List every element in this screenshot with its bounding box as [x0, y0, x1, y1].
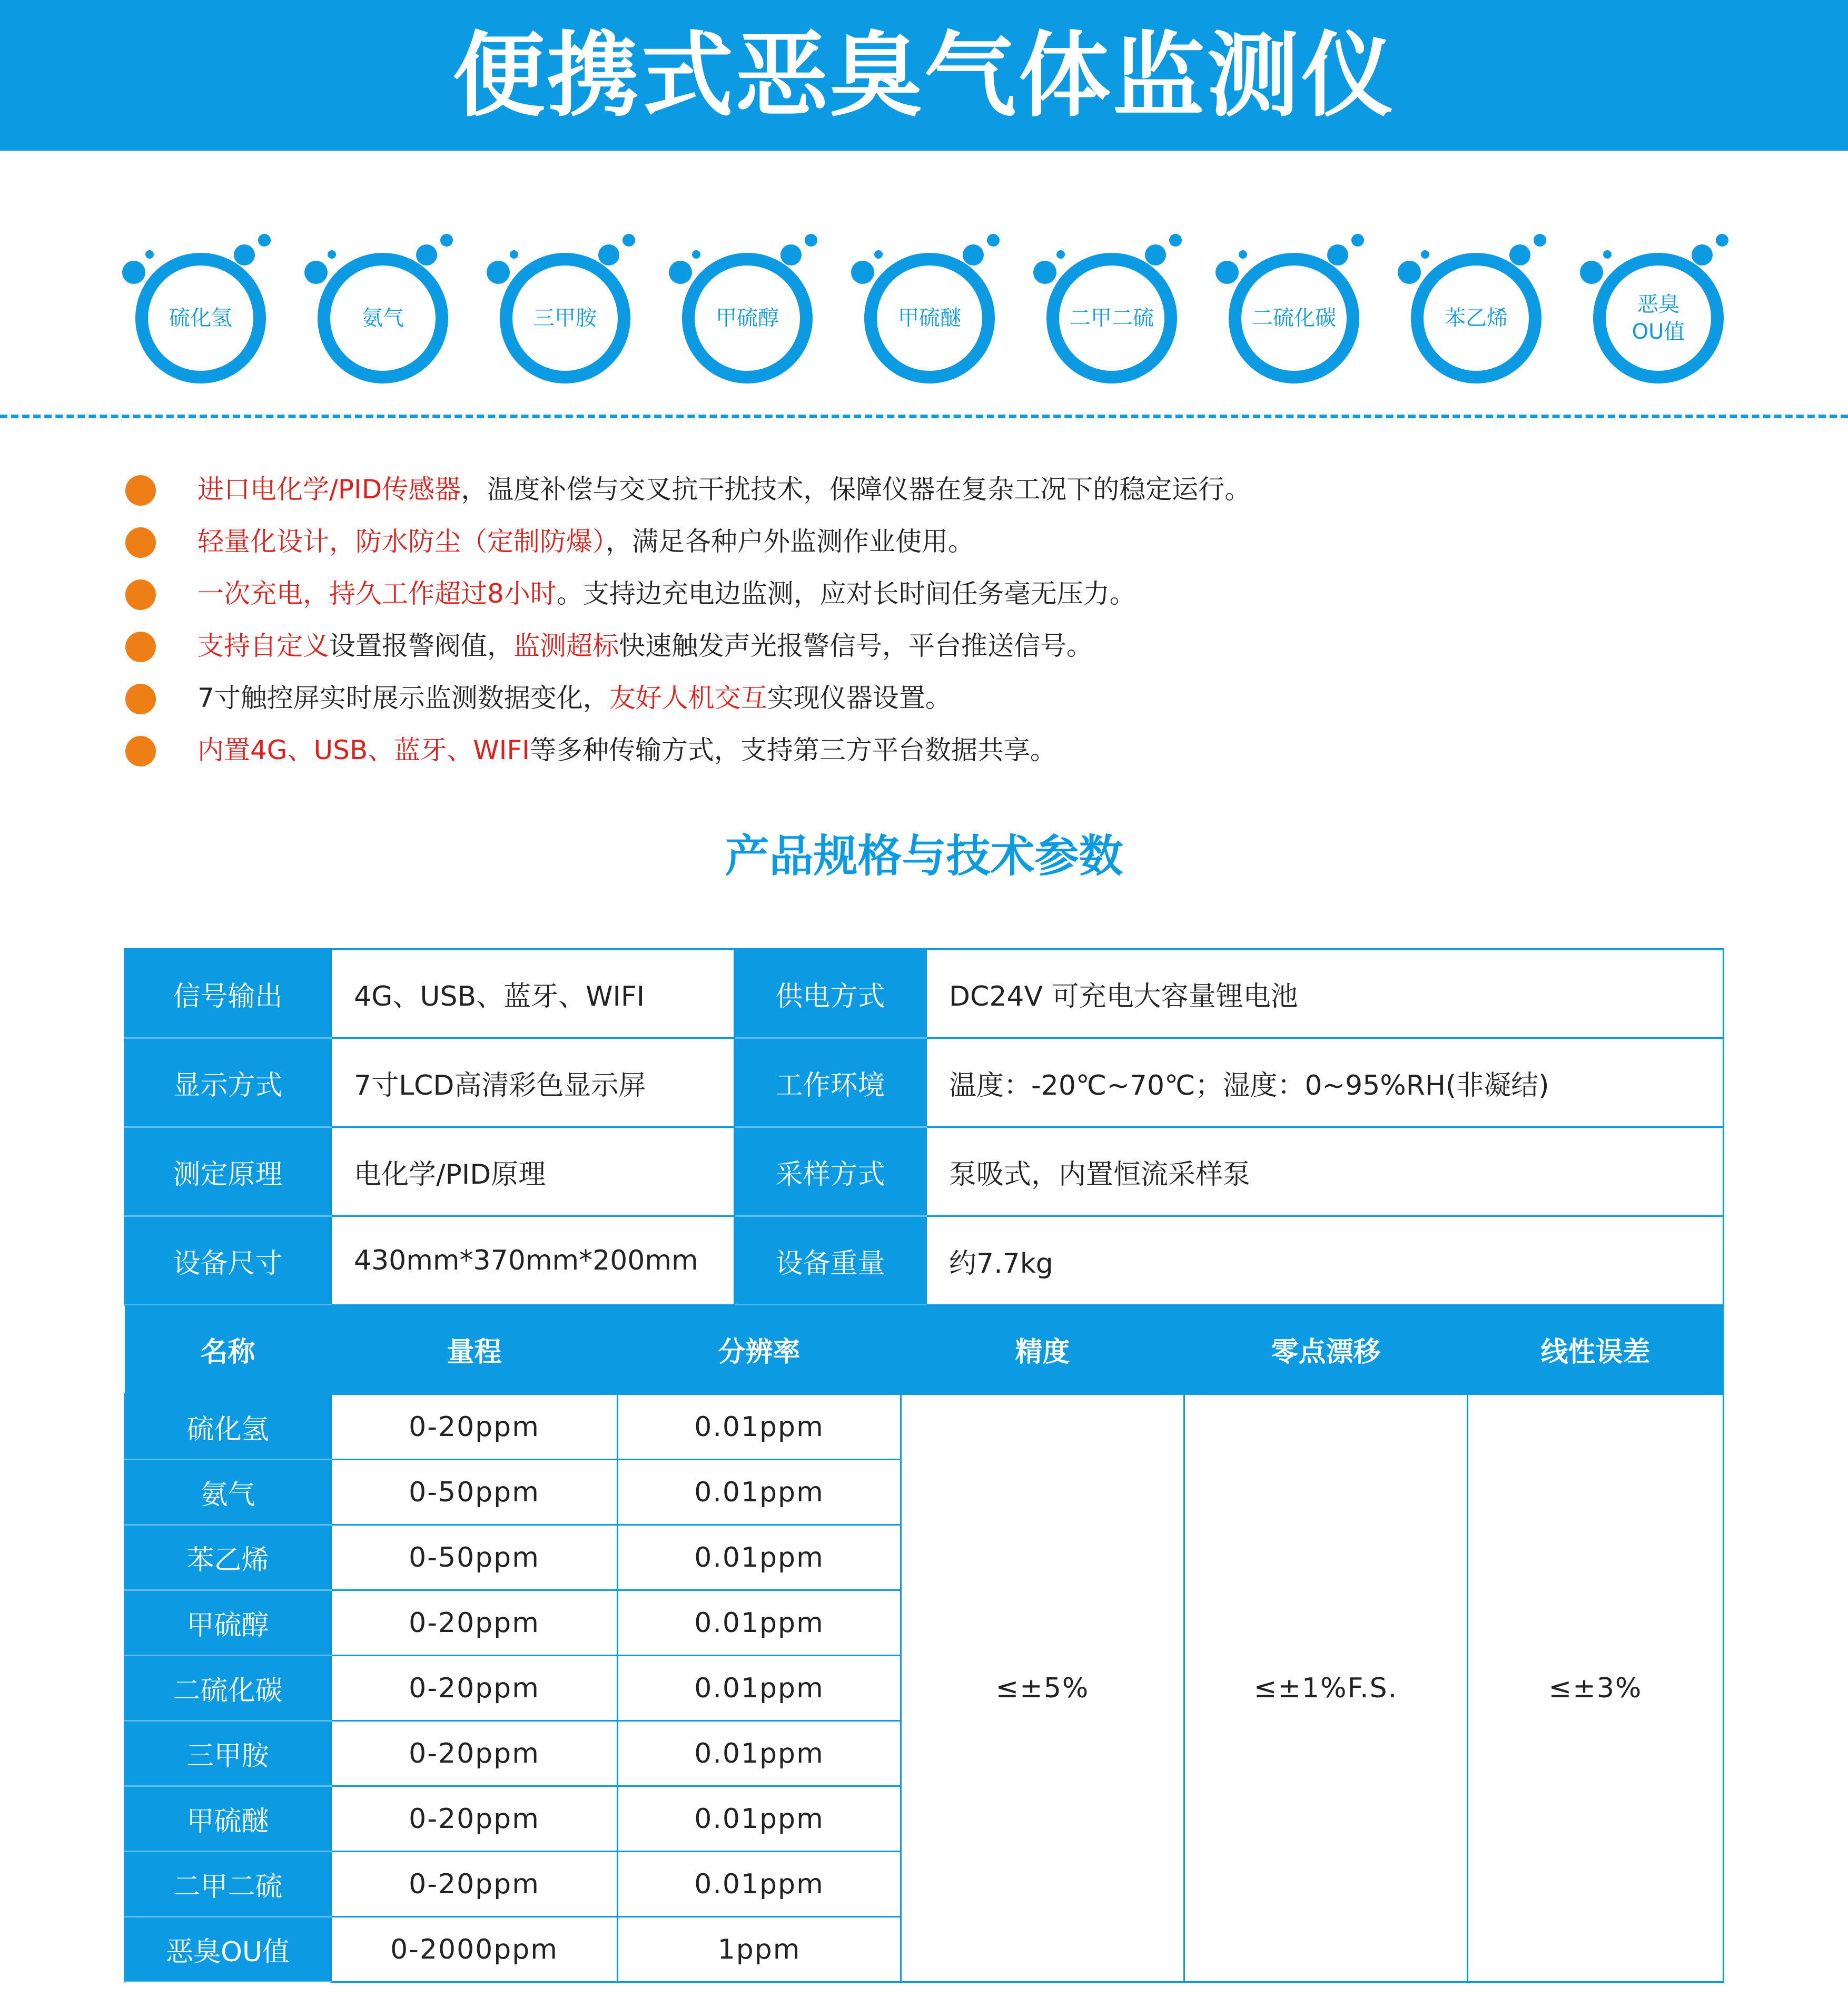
spec-row	[125, 1038, 1724, 1127]
feature-text	[197, 516, 974, 568]
spec-key: 工作环境	[735, 1038, 926, 1127]
gas-range: 0-2000ppm	[331, 1917, 618, 1982]
gas-resolution: 0.01ppm	[618, 1525, 901, 1590]
gas-name: 甲硫醚	[125, 1786, 331, 1852]
spec-value: 泵吸式，内置恒流采样泵	[926, 1127, 1724, 1216]
bubble-dot	[805, 234, 817, 247]
gas-bubble-icon	[487, 227, 645, 385]
spec-value: DC24V 可充电大容量锂电池	[926, 949, 1724, 1038]
gas-label: 硫化氢	[169, 306, 232, 330]
gas-resolution: 0.01ppm	[618, 1460, 901, 1525]
feature-item	[121, 724, 1806, 776]
bubble-dot	[1351, 234, 1364, 247]
gas-bubble-icon	[1033, 227, 1191, 385]
gas-range: 0-50ppm	[331, 1525, 618, 1590]
orange-bullet-icon	[125, 579, 156, 610]
page-header	[0, 0, 1848, 151]
gas-bubble-icon	[122, 227, 280, 385]
bubble-dot	[1716, 234, 1728, 247]
gas-name: 甲硫醇	[125, 1590, 331, 1656]
gas-bubble-icon	[1398, 227, 1556, 385]
gas-label: 二甲二硫	[1070, 306, 1154, 330]
gas-icons-row	[0, 227, 1848, 385]
table-header-row	[125, 1305, 1724, 1394]
gas-resolution: 0.01ppm	[618, 1656, 901, 1721]
feature-plain: 7寸触控屏实时展示监测数据变化，	[197, 683, 609, 713]
feature-highlight: 一次充电，持久工作超过8小时	[197, 578, 557, 609]
feature-rest: 。支持边充电边监测，应对长时间任务毫无压力。	[556, 578, 1136, 609]
gas-name: 恶臭OU值	[125, 1917, 331, 1982]
gas-name: 苯乙烯	[125, 1525, 331, 1590]
gas-label: 甲硫醇	[716, 306, 779, 330]
gas-data-table	[124, 1305, 1724, 1983]
spec-row	[125, 949, 1724, 1038]
gas-range: 0-20ppm	[331, 1786, 618, 1852]
gas-label: 氨气	[362, 306, 404, 330]
bubble-dot	[440, 234, 453, 247]
column-header: 分辨率	[618, 1305, 901, 1394]
column-header: 精度	[901, 1305, 1184, 1394]
orange-bullet-icon	[125, 632, 156, 662]
spec-row	[125, 1216, 1724, 1305]
bubble-dot	[258, 234, 271, 247]
gas-name: 三甲胺	[125, 1721, 331, 1786]
bubble-dot	[622, 234, 635, 247]
orange-bullet-icon	[125, 684, 156, 714]
orange-bullet-icon	[125, 736, 156, 766]
gas-name: 二硫化碳	[125, 1656, 331, 1721]
spec-key: 采样方式	[735, 1127, 926, 1216]
feature-item	[121, 516, 1806, 568]
gas-resolution: 0.01ppm	[618, 1721, 901, 1786]
dashed-divider	[0, 415, 1848, 418]
feature-text	[197, 620, 1093, 672]
spec-table	[124, 948, 1724, 1306]
gas-resolution: 0.01ppm	[618, 1852, 901, 1917]
spec-value: 430mm*370mm*200mm	[331, 1216, 735, 1305]
feature-rest: ，温度补偿与交叉抗干扰技术，保障仪器在复杂工况下的稳定运行。	[461, 474, 1251, 505]
spec-value: 温度：-20℃~70℃；湿度：0~95%RH(非凝结)	[926, 1038, 1724, 1127]
feature-list	[121, 464, 1806, 776]
gas-range: 0-20ppm	[331, 1656, 618, 1721]
gas-resolution: 0.01ppm	[618, 1590, 901, 1656]
gas-bubble-icon	[851, 227, 1009, 385]
gas-name: 硫化氢	[125, 1394, 331, 1460]
spec-value: 7寸LCD高清彩色显示屏	[331, 1038, 735, 1127]
gas-resolution: 1ppm	[618, 1917, 901, 1982]
feature-text	[197, 724, 1056, 776]
feature-rest: ，满足各种户外监测作业使用。	[606, 526, 974, 557]
spec-key: 测定原理	[125, 1127, 331, 1216]
feature-highlight: 内置4G、USB、蓝牙、WIFI	[197, 735, 530, 765]
column-header: 量程	[331, 1305, 618, 1394]
gas-bubble-icon	[669, 227, 827, 385]
gas-range: 0-50ppm	[331, 1460, 618, 1525]
gas-label: 三甲胺	[533, 306, 597, 330]
gas-resolution: 0.01ppm	[618, 1394, 901, 1460]
spec-value: 电化学/PID原理	[331, 1127, 735, 1216]
gas-name: 氨气	[125, 1460, 331, 1525]
spec-row	[125, 1127, 1724, 1216]
column-header: 零点漂移	[1184, 1305, 1468, 1394]
gas-label: 恶臭 OU值	[1632, 292, 1685, 344]
gas-label: 苯乙烯	[1445, 306, 1508, 330]
page-title: 便携式恶臭气体监测仪	[452, 23, 1396, 130]
gas-bubble-icon	[304, 227, 462, 385]
spec-key: 设备尺寸	[125, 1216, 331, 1305]
column-header: 线性误差	[1468, 1305, 1724, 1394]
gas-range: 0-20ppm	[331, 1590, 618, 1656]
gas-label: 二硫化碳	[1252, 306, 1336, 330]
feature-highlight: 监测超标	[513, 631, 619, 661]
bubble-dot	[1534, 234, 1546, 247]
bubble-dot	[987, 234, 1000, 247]
feature-rest: 快速触发声光报警信号，平台推送信号。	[619, 631, 1093, 661]
feature-highlight: 轻量化设计，防水防尘（定制防爆）	[197, 526, 606, 557]
feature-highlight: 进口电化学/PID传感器	[197, 474, 461, 505]
feature-item	[121, 464, 1806, 516]
table-row	[125, 1394, 1724, 1460]
feature-text	[197, 672, 952, 724]
feature-text	[197, 568, 1136, 620]
gas-range: 0-20ppm	[331, 1721, 618, 1786]
feature-rest: 实现仪器设置。	[767, 683, 952, 713]
gas-bubble-icon	[1215, 227, 1373, 385]
linear-error-cell: ≤±3%	[1468, 1394, 1724, 1982]
feature-item	[121, 568, 1806, 620]
orange-bullet-icon	[125, 527, 156, 558]
spec-key: 显示方式	[125, 1038, 331, 1127]
feature-item	[121, 620, 1806, 672]
gas-range: 0-20ppm	[331, 1394, 618, 1460]
feature-text	[197, 464, 1251, 516]
feature-item	[121, 672, 1806, 724]
spec-value: 4G、USB、蓝牙、WIFI	[331, 949, 735, 1038]
feature-plain: 设置报警阀值，	[329, 631, 513, 661]
section-title: 产品规格与技术参数	[725, 830, 1123, 882]
bubble-dot	[1169, 234, 1182, 247]
spec-key: 供电方式	[735, 949, 926, 1038]
gas-range: 0-20ppm	[331, 1852, 618, 1917]
gas-bubble-icon	[1580, 227, 1738, 385]
feature-rest: 等多种传输方式，支持第三方平台数据共享。	[529, 735, 1056, 765]
gas-resolution: 0.01ppm	[618, 1786, 901, 1852]
spec-key: 设备重量	[735, 1216, 926, 1305]
gas-name: 二甲二硫	[125, 1852, 331, 1917]
gas-label: 甲硫醚	[898, 306, 961, 330]
spec-value: 约7.7kg	[926, 1216, 1724, 1305]
feature-highlight: 友好人机交互	[609, 683, 767, 713]
orange-bullet-icon	[125, 475, 156, 506]
zero-drift-cell: ≤±1%F.S.	[1184, 1394, 1468, 1982]
spec-key: 信号输出	[125, 949, 331, 1038]
accuracy-cell: ≤±5%	[901, 1394, 1184, 1982]
column-header: 名称	[125, 1305, 331, 1394]
feature-highlight: 支持自定义	[197, 631, 329, 661]
